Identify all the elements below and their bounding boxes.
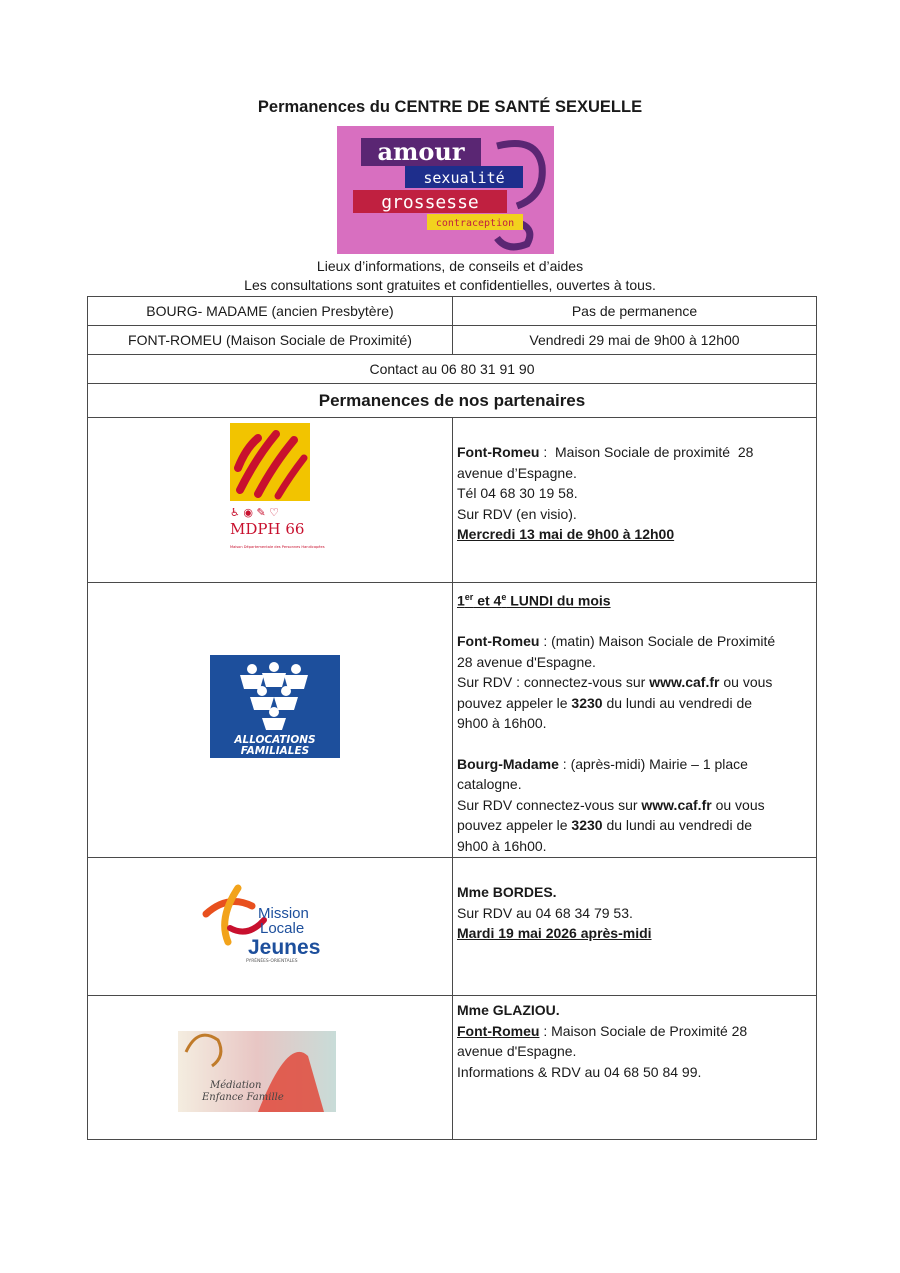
partner-row-caf	[88, 583, 817, 858]
caf-logo-line1: ALLOCATIONS	[234, 734, 316, 746]
mdph-logo-subtitle: Maison Départementale des Personnes Handicapées	[230, 545, 325, 549]
caf-site-link[interactable]: www.caf.fr	[649, 674, 720, 691]
caf-hours: 9h00 à 16h00.	[457, 715, 547, 732]
table-row	[88, 297, 817, 326]
mdph-logo-cell	[88, 418, 453, 583]
caf-number: 3230	[571, 694, 603, 711]
mdph-tel: Tél 04 68 30 19 58.	[457, 485, 578, 501]
mdph-date: Mercredi 13 mai de 9h00 à 12h00	[457, 526, 675, 542]
banner-word-4: contraception	[435, 218, 515, 229]
caf-fr-text-2: 28 avenue d'Espagne.	[457, 653, 596, 670]
mission-locale-logo-line3: Jeunes	[248, 936, 321, 959]
mediation-logo	[88, 996, 452, 1136]
mission-locale-logo-sub: PYRÉNÉES-ORIENTALES	[246, 959, 298, 964]
mission-locale-date: Mardi 19 mai 2026 après-midi	[457, 925, 652, 941]
banner-word-1: amour	[377, 137, 465, 166]
mission-locale-logo	[88, 858, 452, 992]
mission-locale-logo-cell	[88, 858, 453, 996]
intro-line-2: Les consultations sont gratuites et confidentielles, ouvertes à tous.	[244, 277, 656, 293]
mediation-place-sep: :	[539, 1022, 552, 1039]
table-row	[88, 326, 817, 355]
mediation-logo-line1: Médiation	[210, 1080, 262, 1091]
caf-logo-line2: FAMILIALES	[240, 745, 310, 757]
schedule-time-bourg: Pas de permanence	[453, 297, 817, 326]
mdph-address-2: avenue d’Espagne.	[457, 464, 577, 481]
mdph-logo	[88, 418, 452, 579]
caf-days: 1er et 4e LUNDI du mois	[457, 592, 611, 609]
caf-bm-text-1: : (après-midi) Mairie – 1 place	[558, 755, 748, 772]
mission-locale-logo-line1: Mission	[258, 905, 309, 922]
svg-text:♿ ◉ ✎ ♡: ♿ ◉ ✎ ♡	[230, 506, 280, 519]
partner-row-mediation	[88, 996, 817, 1140]
mediation-name: Mme GLAZIOU.	[457, 1002, 560, 1018]
mdph-place-label: Font-Romeu	[457, 444, 540, 460]
permanences-table	[87, 296, 817, 1140]
caf-bm-text-2: catalogne.	[457, 776, 522, 793]
contact-line: Contact au 06 80 31 91 90	[88, 355, 817, 384]
mediation-info-line: Informations & RDV au 04 68 50 84 99.	[457, 1063, 702, 1080]
partner-row-mdph	[88, 418, 817, 583]
schedule-place-bourg: BOURG- MADAME (ancien Presbytère)	[88, 297, 453, 326]
caf-bm-label: Bourg-Madame	[457, 755, 559, 772]
caf-info: 1er et 4e LUNDI du mois Font-Romeu : (matin) Maison Sociale de Proximité 28 avenue d'Espagne. Sur RDV : connectez-vous sur www.caf.fr ou vous pouvez appeler le 3230 du lundi au vendredi de 9h00 à 16h00. Bourg-Madame : (après-midi) Mairie – 1 place catalogne. Sur RDV connectez-vous sur www.caf.fr ou vous pouvez appeler le 3230 du lundi au vendredi de 9h00 à 16h00.	[453, 583, 817, 858]
partner-row-mission-locale	[88, 858, 817, 996]
intro-line-1: Lieux d’informations, de conseils et d’aides	[316, 258, 584, 274]
caf-fr-text-1: : (matin) Maison Sociale de Proximité	[539, 633, 776, 650]
amour-banner-logo	[337, 126, 554, 254]
caf-hours-2: 9h00 à 16h00.	[457, 837, 547, 854]
table-row	[88, 384, 817, 418]
mission-locale-logo-line2: Locale	[260, 920, 305, 937]
mission-locale-name: Mme BORDES.	[457, 884, 557, 900]
mdph-address-1: Maison Sociale de proximité 28	[555, 444, 754, 460]
caf-logo	[88, 583, 452, 854]
mdph-rdv: Sur RDV (en visio).	[457, 505, 577, 522]
table-row	[88, 355, 817, 384]
mediation-address-1: Maison Sociale de Proximité 28	[551, 1022, 748, 1039]
partners-header: Permanences de nos partenaires	[88, 384, 817, 418]
banner-word-2: sexualité	[423, 169, 505, 187]
mediation-place-label: Font-Romeu	[457, 1022, 540, 1039]
schedule-time-font-romeu: Vendredi 29 mai de 9h00 à 12h00	[453, 326, 817, 355]
mediation-logo-line2: Enfance Famille	[202, 1092, 284, 1103]
page-title: Permanences du CENTRE DE SANTÉ SEXUELLE	[257, 98, 643, 116]
mediation-address-2: avenue d'Espagne.	[457, 1043, 577, 1059]
mdph-info	[453, 418, 817, 583]
mediation-info	[453, 996, 817, 1140]
schedule-place-font-romeu: FONT-ROMEU (Maison Sociale de Proximité)	[88, 326, 453, 355]
mdph-place-sep: :	[539, 444, 555, 460]
banner-word-3: grossesse	[381, 192, 479, 213]
caf-number-2: 3230	[571, 817, 603, 834]
mission-locale-rdv: Sur RDV au 04 68 34 79 53.	[457, 904, 633, 921]
caf-site-link-2[interactable]: www.caf.fr	[641, 796, 712, 813]
caf-fr-label: Font-Romeu	[457, 633, 540, 650]
mediation-logo-cell	[88, 996, 453, 1140]
caf-logo-cell	[88, 583, 453, 858]
mdph-logo-text: MDPH 66	[230, 520, 305, 538]
mission-locale-info	[453, 858, 817, 996]
